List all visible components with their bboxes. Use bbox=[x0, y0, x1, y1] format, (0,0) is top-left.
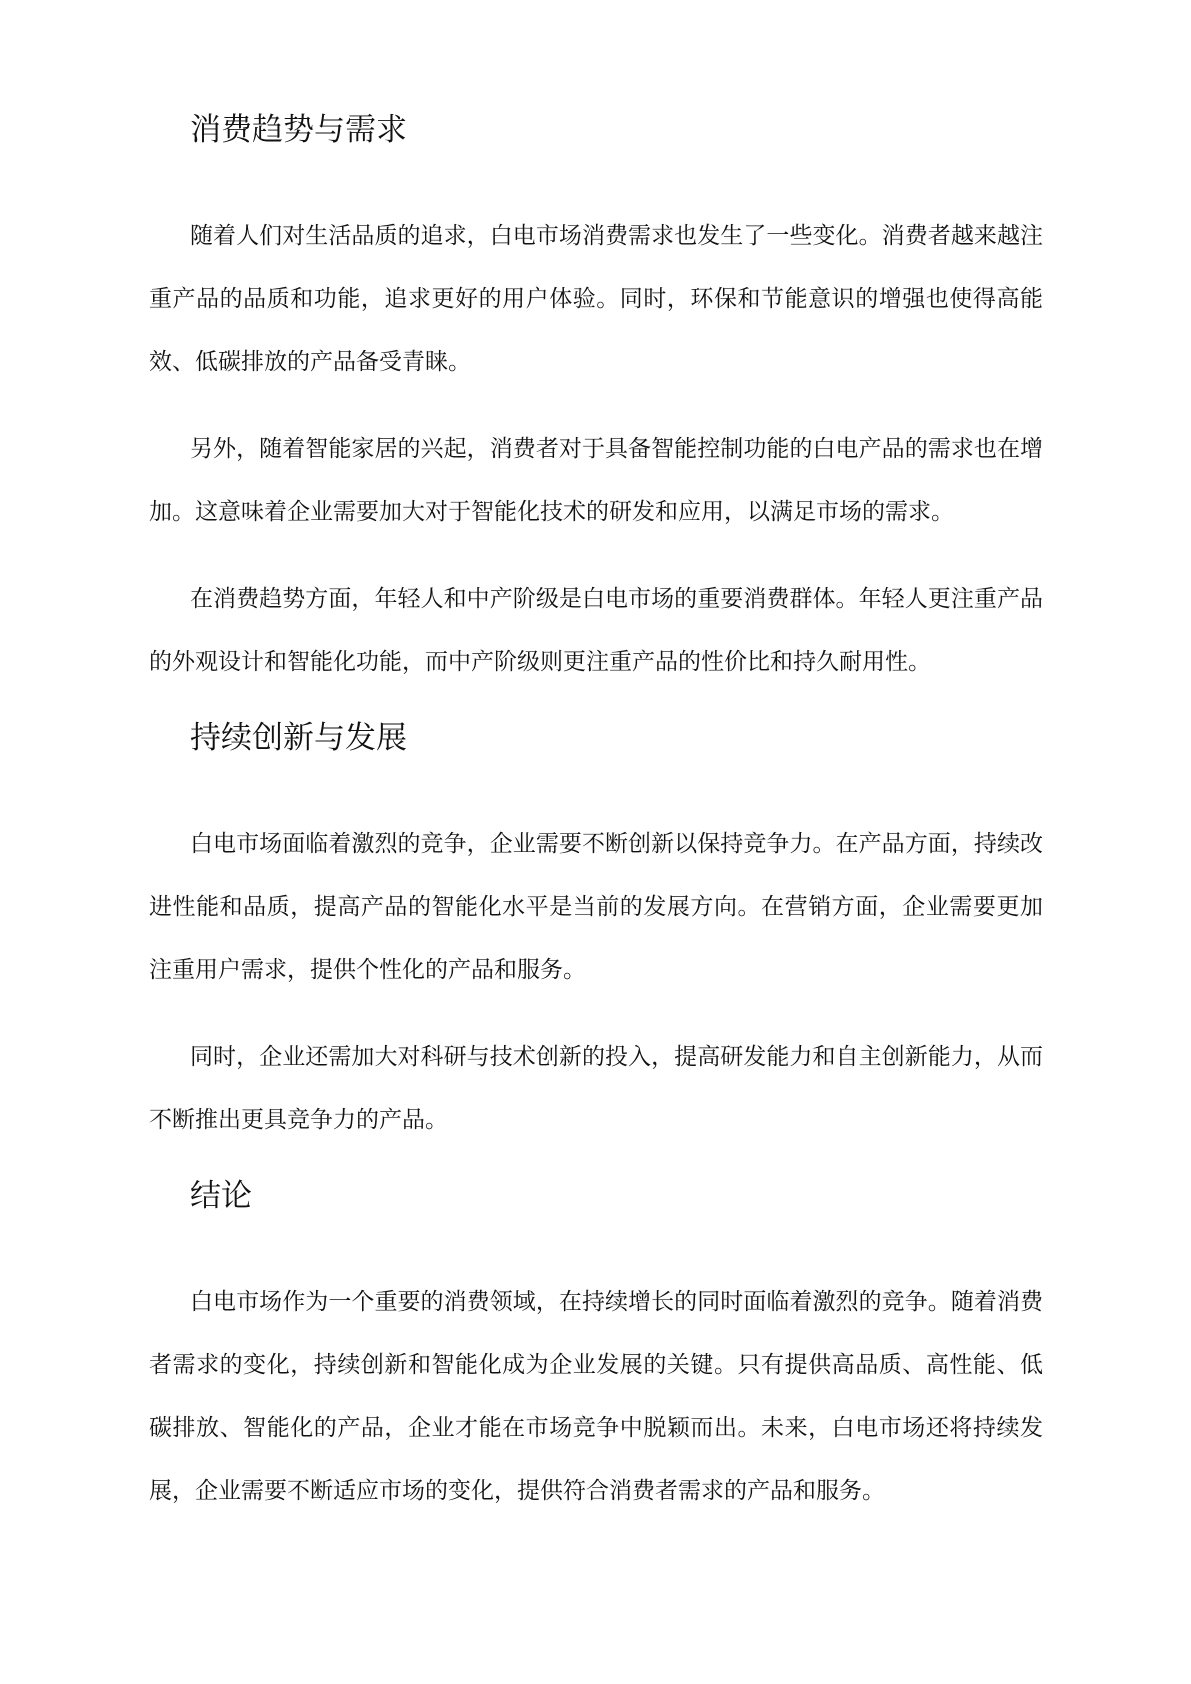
section-heading: 消费趋势与需求 bbox=[190, 112, 407, 148]
paragraph: 白电市场面临着激烈的竞争，企业需要不断创新以保持竞争力。在产品方面，持续改进性能和品质，提高产品的智能化水平是当前的发展方向。在营销方面，企业需要更加注重用户需求，提供个性化的产品和服务。 bbox=[149, 831, 1043, 983]
section-consumption-trends bbox=[149, 100, 1043, 694]
section-conclusion bbox=[149, 1166, 1043, 1523]
paragraph: 另外，随着智能家居的兴起，消费者对于具备智能控制功能的白电产品的需求也在增加。这意味着企业需要加大对于智能化技术的研发和应用，以满足市场的需求。 bbox=[149, 436, 1043, 525]
section-heading: 结论 bbox=[190, 1178, 252, 1214]
paragraph: 同时，企业还需加大对科研与技术创新的投入，提高研发能力和自主创新能力，从而不断推出更具竞争力的产品。 bbox=[149, 1044, 1043, 1133]
section-innovation-development bbox=[149, 708, 1043, 1152]
paragraph: 白电市场作为一个重要的消费领域，在持续增长的同时面临着激烈的竞争。随着消费者需求的变化，持续创新和智能化成为企业发展的关键。只有提供高品质、高性能、低碳排放、智能化的产品，企业才能在市场竞争中脱颖而出。未来，白电市场还将持续发展，企业需要不断适应市场的变化，提供符合消费者需求的产品和服务。 bbox=[149, 1289, 1043, 1504]
paragraph: 随着人们对生活品质的追求，白电市场消费需求也发生了一些变化。消费者越来越注重产品的品质和功能，追求更好的用户体验。同时，环保和节能意识的增强也使得高能效、低碳排放的产品备受青睐。 bbox=[149, 223, 1043, 375]
paragraph: 在消费趋势方面，年轻人和中产阶级是白电市场的重要消费群体。年轻人更注重产品的外观设计和智能化功能，而中产阶级则更注重产品的性价比和持久耐用性。 bbox=[149, 586, 1043, 675]
document-body bbox=[149, 100, 1043, 1547]
section-heading: 持续创新与发展 bbox=[190, 720, 407, 756]
